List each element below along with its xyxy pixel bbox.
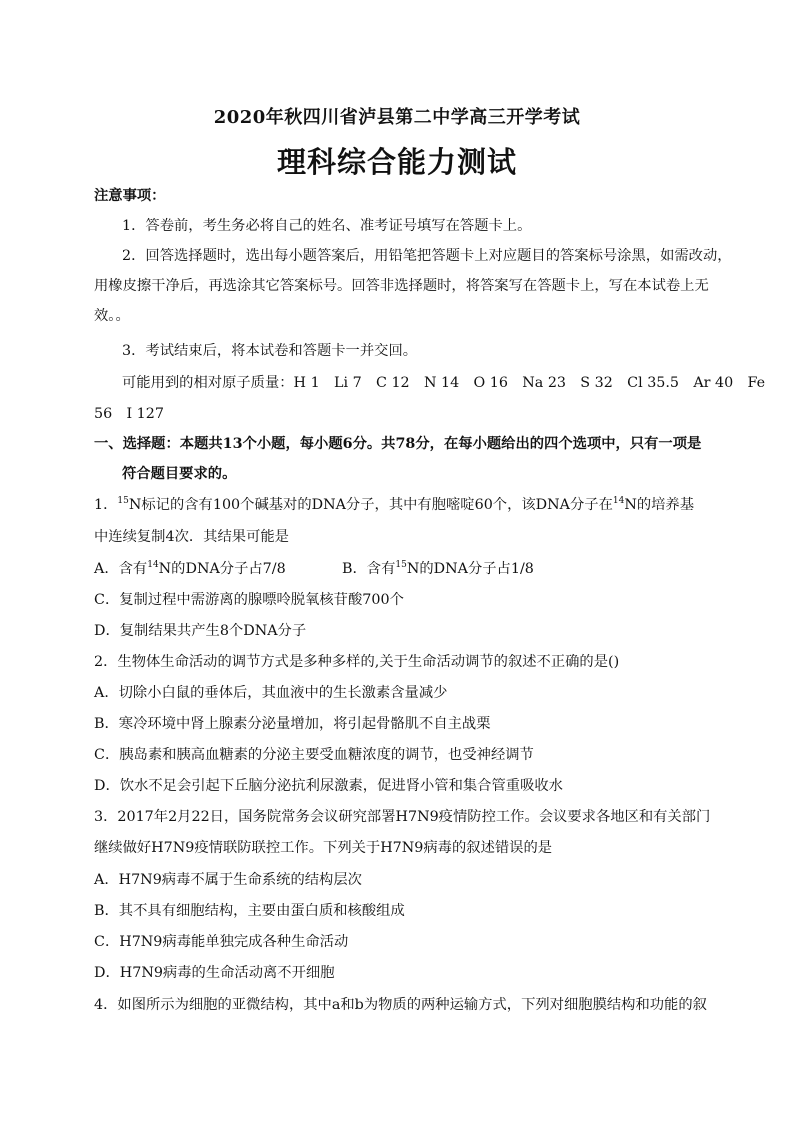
q1-isotope-15: 15 [117, 496, 129, 506]
q1-number: 1． [94, 497, 118, 513]
exam-title: 2020年秋四川省泸县第二中学高三开学考试 [213, 107, 581, 128]
q2-option-b: B．寒冷环境中肾上腺素分泌量增加，将引起骨骼肌不自主战栗 [94, 716, 491, 732]
q3-option-d: D．H7N9病毒的生命活动离不开细胞 [94, 965, 335, 981]
section-heading-line-1: 一、选择题：本题共13个小题，每小题6分。共78分，在每小题给出的四个选项中，只有一项是 [94, 436, 702, 452]
q1-isotope-14: 14 [612, 496, 625, 506]
q2-option-a: A．切除小白鼠的垂体后，其血液中的生长激素含量减少 [94, 685, 448, 701]
q2-option-d: D．饮水不足会引起下丘脑分泌抗利尿激素，促进肾小管和集合管重吸收水 [94, 778, 563, 794]
q1-option-b: B．含有$^{15}$N的DNA分子占1/8 [342, 560, 534, 577]
q1-options-ab [94, 559, 714, 579]
notes-item-2-line-1: 2．回答选择题时，选出每小题答案后，用铅笔把答题卡上对应题目的答案标号涂黑，如需改动， [122, 248, 732, 264]
q1-option-a: A．含有$^{14}$N的DNA分子占7/8 [94, 560, 286, 577]
q1-stem-line-1 [94, 495, 714, 515]
q1-stem-text-b: N的培养基 [624, 497, 695, 513]
q1-option-d: D．复制结果共产生8个DNA分子 [94, 623, 307, 639]
q2-stem: 2．生物体生命活动的调节方式是多种多样的,关于生命活动调节的叙述不正确的是() [94, 654, 620, 670]
q3-option-b: B．其不具有细胞结构，主要由蛋白质和核酸组成 [94, 903, 405, 919]
exam-subtitle: 理科综合能力测试 [276, 145, 517, 179]
q3-stem-line-1: 3．2017年2月22日，国务院常务会议研究部署H7N9疫情防控工作。会议要求各地区和有关部门 [94, 809, 711, 825]
notes-heading: 注意事项： [94, 188, 166, 204]
notes-item-3: 3．考试结束后，将本试卷和答题卡一并交回。 [122, 343, 418, 359]
q3-option-c: C．H7N9病毒能单独完成各种生命活动 [94, 934, 349, 950]
notes-item-1: 1．答卷前，考生务必将自己的姓名、准考证号填写在答题卡上。 [122, 218, 532, 234]
q1-option-c: C．复制过程中需游离的腺嘌呤脱氧核苷酸700个 [94, 592, 404, 608]
q1-stem-text-a: N标记的含有100个碱基对的DNA分子，其中有胞嘧啶60个，该DNA分子在 [128, 497, 613, 513]
atomic-mass-line-2: 56 I 127 [94, 406, 164, 422]
notes-item-2-line-3: 效。。 [94, 308, 130, 324]
q1-stem-line-2: 中连续复制4次．其结果可能是 [94, 529, 289, 545]
atomic-mass-line-1: 可能用到的相对原子质量：H 1 Li 7 C 12 N 14 O 16 Na 23 S 32 Cl 35.5 Ar 40 Fe [122, 375, 766, 391]
q3-stem-line-2: 继续做好H7N9疫情联防联控工作。下列关于H7N9病毒的叙述错误的是 [94, 840, 553, 856]
q2-option-c: C．胰岛素和胰高血糖素的分泌主要受血糖浓度的调节，也受神经调节 [94, 747, 534, 763]
q3-option-a: A．H7N9病毒不属于生命系统的结构层次 [94, 872, 362, 888]
section-heading-line-2: 符合题目要求的。 [122, 466, 237, 482]
notes-item-2-line-2: 用橡皮擦干净后，再选涂其它答案标号。回答非选择题时，将答案写在答题卡上，写在本试卷上无 [94, 278, 709, 294]
q4-stem-line-1: 4．如图所示为细胞的亚微结构，其中a和b为物质的两种运输方式，下列对细胞膜结构和功能的叙 [94, 997, 707, 1013]
